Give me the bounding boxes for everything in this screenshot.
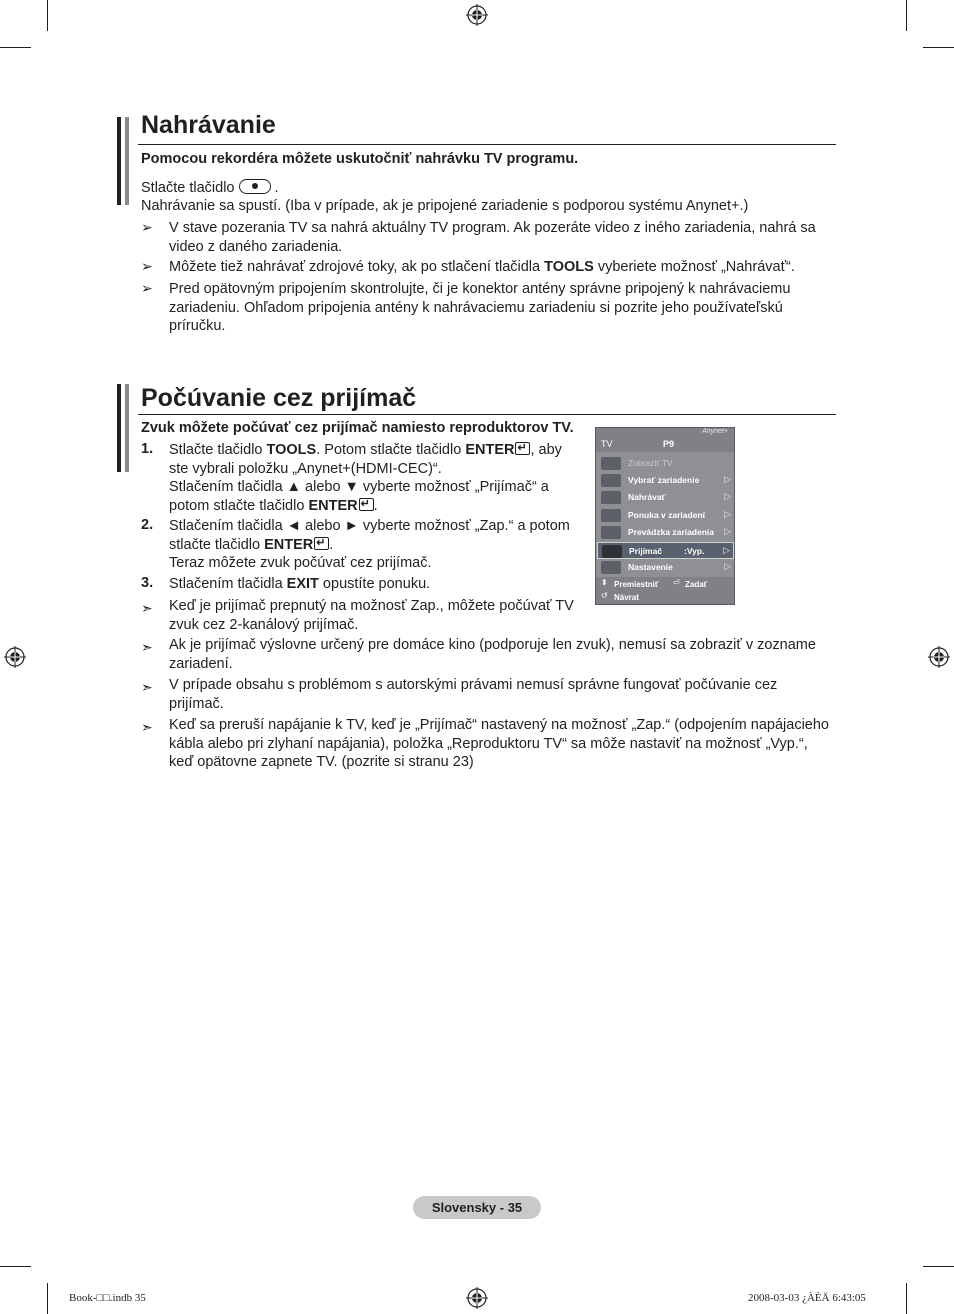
crop-mark [0, 1266, 31, 1267]
receiver-icon [602, 545, 622, 558]
osd-item [597, 489, 734, 506]
instruction-text: Stlačte tlačidlo [141, 180, 235, 196]
osd-footer-enter: Zadať [685, 580, 708, 589]
submenu-arrow-icon: ▷ [723, 545, 730, 555]
step-text-part: , aby ste vybrali položku „Anynet+(HDMI-CEC)“. [169, 442, 562, 477]
instruction-line [141, 179, 831, 198]
device-select-icon [601, 474, 621, 487]
device-menu-icon [601, 509, 621, 522]
exit-key: EXIT [286, 576, 319, 592]
osd-item [597, 455, 734, 472]
osd-footer-move: Premiestniť [614, 580, 659, 589]
crop-mark [923, 1266, 954, 1267]
step-text-part: Teraz môžete zvuk počúvať cez prijímač. [169, 555, 432, 571]
section-subtitle: Pomocou rekordéra môžete uskutočniť nahrávku TV programu. [141, 151, 579, 167]
crop-mark [906, 0, 907, 31]
anynet-menu-screenshot [595, 427, 735, 605]
osd-brand-logo: Anynet+ [702, 428, 728, 435]
device-operation-icon [601, 526, 621, 539]
submenu-arrow-icon: ▷ [724, 561, 731, 571]
submenu-arrow-icon: ▷ [724, 526, 731, 536]
section-title: Nahrávanie [141, 111, 276, 139]
crop-mark [906, 1283, 907, 1314]
crop-mark [47, 1283, 48, 1314]
enter-icon [359, 498, 374, 511]
step-text-part: Stlačením tlačidla [169, 576, 287, 592]
note-text: Ak je prijímač výslovne určený pre domáce kino (podporuje len zvuk), nemusí sa zobraziť v zozname zariadení. [169, 637, 816, 672]
section-bar [117, 117, 121, 205]
step-text-part: . [329, 536, 334, 553]
section-bar [125, 384, 129, 472]
section-title: Počúvanie cez prijímač [141, 384, 417, 412]
enter-icon [314, 537, 329, 550]
instruction-line: Nahrávanie sa spustí. (Iba v prípade, ak je pripojené zariadenie s podporou systému Anynet+.) [141, 198, 749, 214]
step-text-part: Stlačením tlačidla ◄ alebo ► vyberte možnosť „Zap.“ a potom stlačte tlačidlo [169, 518, 570, 553]
osd-item-value: :Vyp. [684, 546, 705, 556]
note-text: Keď je prijímač prepnutý na možnosť Zap., môžete počúvať TV zvuk cez 2-kanálový prijímač. [169, 598, 574, 633]
section-bar [117, 384, 121, 472]
step-text-part: opustíte ponuku. [318, 576, 431, 592]
title-rule [138, 414, 836, 415]
move-icon: ⬍ [601, 578, 608, 587]
osd-item [597, 559, 734, 576]
step-number: 2. [141, 517, 154, 533]
note-arrow-icon: ➣ [141, 719, 153, 735]
tv-icon [601, 457, 621, 470]
crop-mark [0, 47, 31, 48]
registration-mark-icon [466, 4, 488, 26]
step-text-part: Stlačením tlačidla ▲ alebo ▼ vyberte možnosť „Prijímač“ a potom stlačte tlačidlo [169, 479, 549, 514]
osd-item-label: Vybrať zariadenie [628, 475, 700, 485]
osd-item-label: Ponuka v zariadení [628, 510, 705, 520]
osd-item-label: Nastavenie [628, 562, 673, 572]
tools-key: TOOLS [544, 259, 594, 275]
note-text [169, 258, 834, 277]
note-arrow-icon: ➣ [141, 639, 153, 655]
registration-mark-icon [466, 1287, 488, 1309]
osd-item [597, 507, 734, 524]
record-icon [601, 491, 621, 504]
section-subtitle: Zvuk môžete počúvať cez prijímač namiesto reproduktorov TV. [141, 420, 574, 436]
osd-footer [596, 577, 734, 604]
crop-mark [47, 0, 48, 31]
note-text: V prípade obsahu s problémom s autorskými právami nemusí správne fungovať počúvanie cez prijímač. [169, 677, 778, 712]
note-arrow-icon: ➢ [141, 280, 153, 296]
osd-item-label: Prevádzka zariadenia [628, 527, 714, 537]
submenu-arrow-icon: ▷ [724, 474, 731, 484]
osd-item-label: Prijímač [629, 546, 663, 556]
tools-key: TOOLS [266, 442, 317, 458]
note-arrow-icon: ➣ [141, 600, 153, 616]
step-number: 1. [141, 441, 154, 457]
record-button-icon [239, 179, 271, 194]
print-footer-right: 2008-03-03 ¿ÀÈÄ 6:43:05 [748, 1292, 866, 1304]
enter-key: ENTER [465, 442, 515, 458]
note-text: Keď sa preruší napájanie k TV, keď je „Prijímač“ nastavený na možnosť „Zap.“ (odpojením napájacieho kábla alebo pri zlyhaní napájania), položka „Reproduktoru TV“ sa môže nastaviť na možnosť „Vyp.“, keď opätovne zapnete TV. (pozrite si stranu 23) [169, 717, 829, 770]
osd-channel: P9 [663, 439, 675, 449]
note-arrow-icon: ➢ [141, 258, 153, 274]
note-arrow-icon: ➢ [141, 219, 153, 235]
note-text: Pred opätovným pripojením skontrolujte, či je konektor antény správne pripojený k nahrávaciemu zariadeniu. Ohľadom pripojenia antény k nahrávaciemu zariadeniu si pozrite jeho používateľskú príručku. [169, 281, 791, 334]
setup-icon [601, 561, 621, 574]
osd-header [596, 428, 734, 452]
step-text [169, 575, 584, 594]
note-text: V stave pozerania TV sa nahrá aktuálny TV program. Ak pozeráte video z iného zariadenia, nahrá sa video z daného zariadenia. [169, 220, 816, 255]
osd-item-label: Zobraziť TV [628, 458, 673, 468]
note-text-part: vyberiete možnosť „Nahrávať“. [593, 259, 795, 275]
step-text [169, 517, 584, 573]
registration-mark-icon [4, 646, 26, 668]
osd-item [597, 472, 734, 489]
note-text-part: Môžete tiež nahrávať zdrojové toky, ak po stlačení tlačidla [169, 259, 545, 275]
osd-item [597, 524, 734, 541]
print-footer-left: Book-□□.indb 35 [69, 1292, 146, 1304]
submenu-arrow-icon: ▷ [724, 491, 731, 501]
enter-key: ENTER [308, 497, 358, 514]
section-bar [125, 117, 129, 205]
osd-item-label: Nahrávať [628, 492, 666, 502]
osd-source: TV [601, 439, 613, 449]
step-text [169, 441, 584, 515]
step-text-part: Stlačte tlačidlo [169, 442, 267, 458]
step-number: 3. [141, 575, 154, 591]
osd-footer-return: Návrat [614, 593, 639, 602]
enter-key: ENTER [264, 536, 314, 553]
page-number-badge: Slovensky - 35 [413, 1196, 541, 1219]
osd-item-selected [597, 542, 734, 559]
return-icon: ↺ [601, 591, 608, 600]
enter-icon [515, 442, 530, 455]
step-text-part: . Potom stlačte tlačidlo [316, 442, 466, 458]
title-rule [138, 144, 836, 145]
crop-mark [923, 47, 954, 48]
enter-icon: ⏎ [673, 578, 680, 587]
registration-mark-icon [928, 646, 950, 668]
note-arrow-icon: ➣ [141, 679, 153, 695]
instruction-suffix: . [274, 180, 279, 196]
step-text-part: . [373, 497, 378, 514]
submenu-arrow-icon: ▷ [724, 509, 731, 519]
